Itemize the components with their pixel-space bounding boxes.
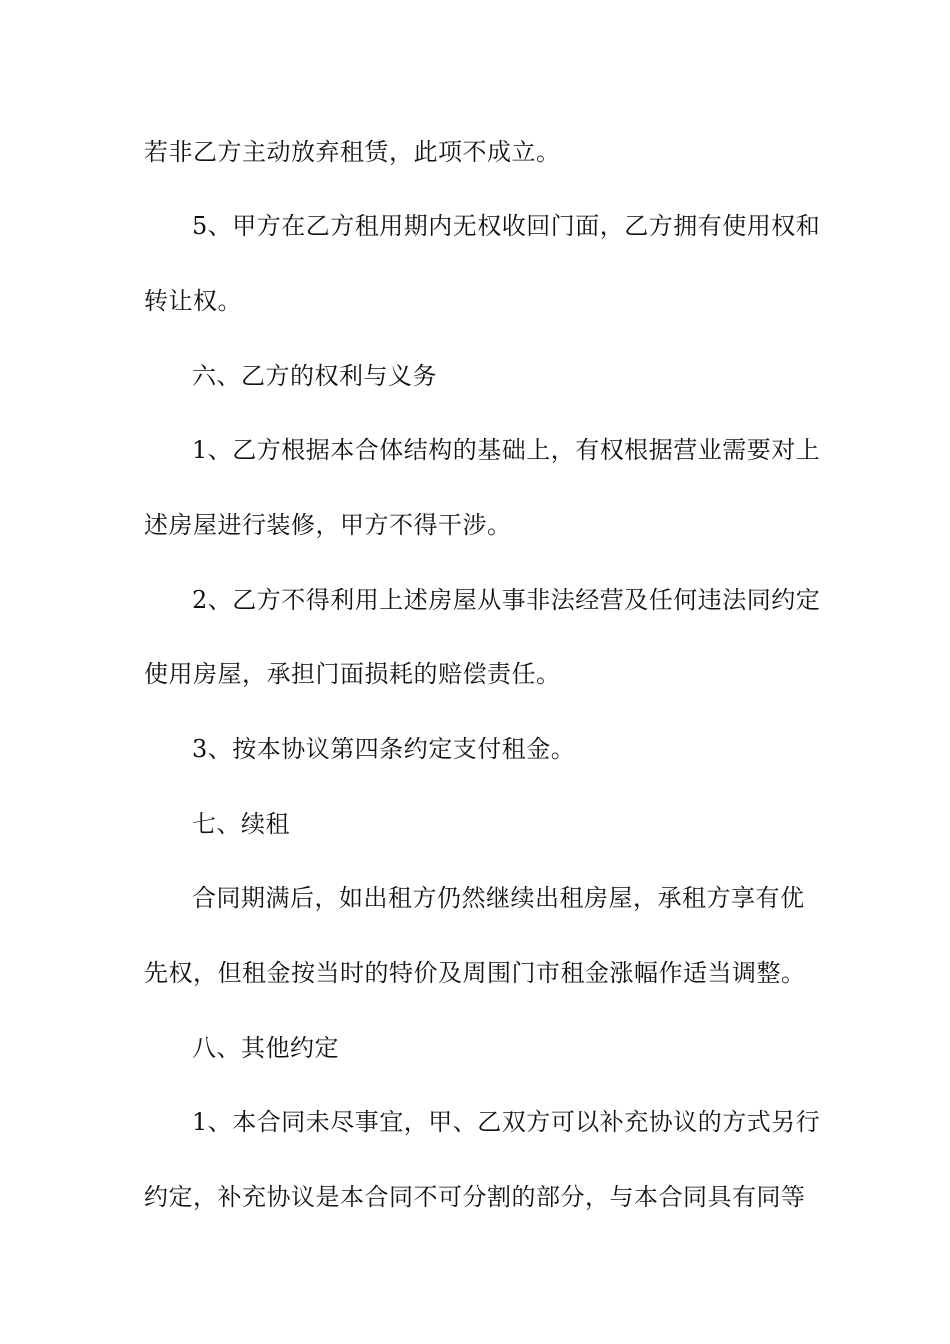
text-line: 先权，但租金按当时的特价及周围门市租金涨幅作适当调整。 [144, 959, 806, 987]
text-line: 5、甲方在乙方租用期内无权收回门面，乙方拥有使用权和 [192, 212, 821, 240]
text-line: 转让权。 [144, 287, 242, 315]
text-line: 合同期满后，如出租方仍然继续出租房屋，承租方享有优 [192, 884, 805, 912]
text-line: 约定，补充协议是本合同不可分割的部分，与本合同具有同等 [144, 1183, 806, 1211]
text-line: 3、按本协议第四条约定支付租金。 [192, 735, 576, 763]
text-line: 1、本合同未尽事宜，甲、乙双方可以补充协议的方式另行 [192, 1108, 821, 1136]
text-line: 1、乙方根据本合体结构的基础上，有权根据营业需要对上 [192, 436, 821, 464]
section-heading: 八、其他约定 [192, 1034, 339, 1062]
section-heading: 七、续租 [192, 810, 290, 838]
text-line: 若非乙方主动放弃租赁，此项不成立。 [144, 138, 561, 166]
text-line: 2、乙方不得利用上述房屋从事非法经营及任何违法同约定 [192, 586, 821, 614]
section-heading: 六、乙方的权利与义务 [192, 362, 437, 390]
text-line: 述房屋进行装修，甲方不得干涉。 [144, 511, 512, 539]
text-line: 使用房屋，承担门面损耗的赔偿责任。 [144, 660, 561, 688]
